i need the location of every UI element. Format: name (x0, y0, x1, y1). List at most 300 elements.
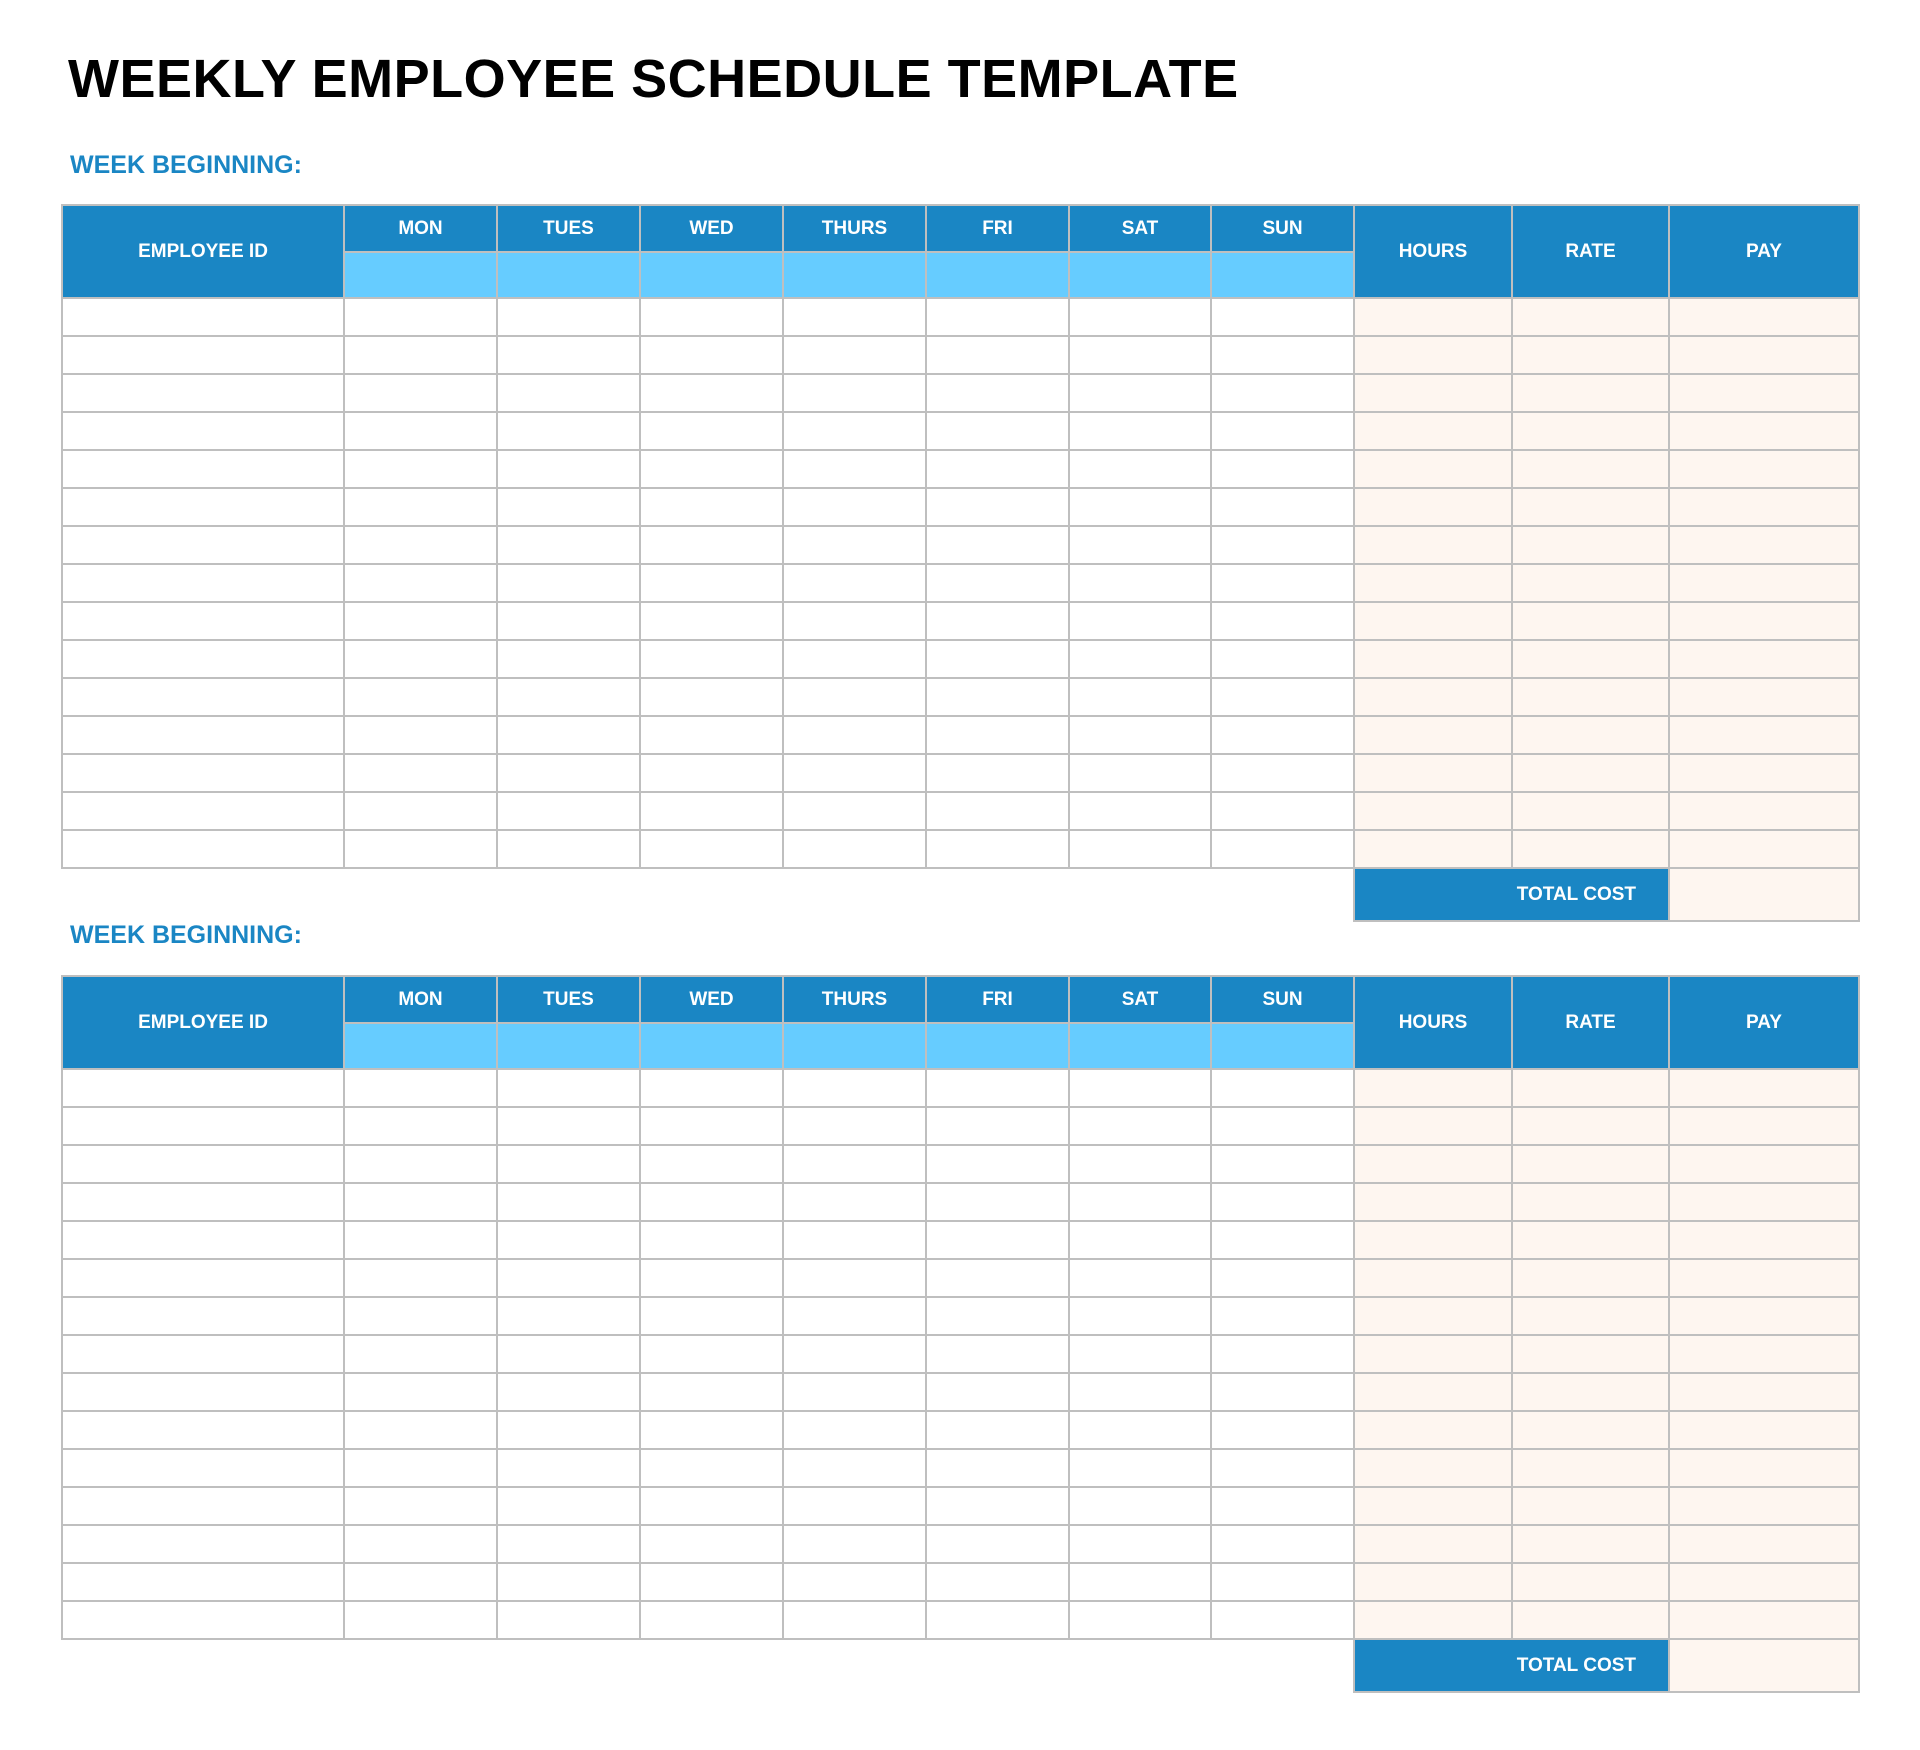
cell-employee-id[interactable] (62, 1069, 344, 1107)
cell-mon[interactable] (344, 1183, 497, 1221)
cell-mon[interactable] (344, 1259, 497, 1297)
cell-tues[interactable] (497, 716, 640, 754)
cell-thurs[interactable] (783, 792, 926, 830)
cell-employee-id[interactable] (62, 1411, 344, 1449)
cell-wed[interactable] (640, 830, 783, 868)
cell-sun[interactable] (1211, 1069, 1354, 1107)
cell-sat[interactable] (1069, 412, 1211, 450)
cell-mon[interactable] (344, 1449, 497, 1487)
cell-pay[interactable] (1669, 1525, 1859, 1563)
cell-tues[interactable] (497, 374, 640, 412)
cell-sat[interactable] (1069, 336, 1211, 374)
cell-pay[interactable] (1669, 488, 1859, 526)
cell-fri[interactable] (926, 1107, 1069, 1145)
cell-mon[interactable] (344, 1487, 497, 1525)
date-cell-fri[interactable] (926, 252, 1069, 298)
cell-hours[interactable] (1354, 1525, 1512, 1563)
cell-wed[interactable] (640, 1411, 783, 1449)
cell-sun[interactable] (1211, 298, 1354, 336)
cell-fri[interactable] (926, 298, 1069, 336)
cell-wed[interactable] (640, 336, 783, 374)
cell-thurs[interactable] (783, 1601, 926, 1639)
cell-pay[interactable] (1669, 1259, 1859, 1297)
cell-mon[interactable] (344, 1525, 497, 1563)
cell-sun[interactable] (1211, 374, 1354, 412)
cell-thurs[interactable] (783, 602, 926, 640)
cell-hours[interactable] (1354, 678, 1512, 716)
date-cell-tues[interactable] (497, 252, 640, 298)
cell-sat[interactable] (1069, 1183, 1211, 1221)
cell-mon[interactable] (344, 526, 497, 564)
cell-tues[interactable] (497, 526, 640, 564)
cell-thurs[interactable] (783, 1297, 926, 1335)
cell-tues[interactable] (497, 412, 640, 450)
cell-hours[interactable] (1354, 488, 1512, 526)
cell-tues[interactable] (497, 754, 640, 792)
cell-sat[interactable] (1069, 1221, 1211, 1259)
cell-sat[interactable] (1069, 640, 1211, 678)
cell-pay[interactable] (1669, 336, 1859, 374)
cell-sun[interactable] (1211, 1487, 1354, 1525)
cell-mon[interactable] (344, 640, 497, 678)
cell-fri[interactable] (926, 678, 1069, 716)
cell-sat[interactable] (1069, 1069, 1211, 1107)
cell-sat[interactable] (1069, 1335, 1211, 1373)
cell-rate[interactable] (1512, 640, 1669, 678)
cell-sun[interactable] (1211, 1259, 1354, 1297)
cell-fri[interactable] (926, 450, 1069, 488)
cell-thurs[interactable] (783, 640, 926, 678)
cell-pay[interactable] (1669, 1221, 1859, 1259)
cell-wed[interactable] (640, 1449, 783, 1487)
cell-wed[interactable] (640, 298, 783, 336)
cell-mon[interactable] (344, 1221, 497, 1259)
cell-thurs[interactable] (783, 1221, 926, 1259)
cell-employee-id[interactable] (62, 1449, 344, 1487)
cell-employee-id[interactable] (62, 1335, 344, 1373)
cell-wed[interactable] (640, 1601, 783, 1639)
cell-wed[interactable] (640, 1373, 783, 1411)
cell-mon[interactable] (344, 1107, 497, 1145)
cell-wed[interactable] (640, 526, 783, 564)
cell-fri[interactable] (926, 488, 1069, 526)
cell-mon[interactable] (344, 336, 497, 374)
cell-sun[interactable] (1211, 412, 1354, 450)
cell-sun[interactable] (1211, 450, 1354, 488)
cell-tues[interactable] (497, 1335, 640, 1373)
cell-pay[interactable] (1669, 640, 1859, 678)
cell-sat[interactable] (1069, 564, 1211, 602)
cell-rate[interactable] (1512, 1259, 1669, 1297)
cell-sat[interactable] (1069, 1107, 1211, 1145)
cell-fri[interactable] (926, 1069, 1069, 1107)
cell-rate[interactable] (1512, 1335, 1669, 1373)
cell-rate[interactable] (1512, 374, 1669, 412)
cell-fri[interactable] (926, 1411, 1069, 1449)
cell-tues[interactable] (497, 1145, 640, 1183)
cell-mon[interactable] (344, 792, 497, 830)
cell-pay[interactable] (1669, 716, 1859, 754)
cell-tues[interactable] (497, 1563, 640, 1601)
cell-sun[interactable] (1211, 1411, 1354, 1449)
cell-tues[interactable] (497, 488, 640, 526)
cell-thurs[interactable] (783, 678, 926, 716)
cell-sun[interactable] (1211, 1563, 1354, 1601)
cell-sat[interactable] (1069, 1373, 1211, 1411)
cell-sat[interactable] (1069, 374, 1211, 412)
cell-mon[interactable] (344, 1145, 497, 1183)
cell-wed[interactable] (640, 488, 783, 526)
cell-hours[interactable] (1354, 1449, 1512, 1487)
cell-sat[interactable] (1069, 1411, 1211, 1449)
cell-rate[interactable] (1512, 1525, 1669, 1563)
cell-thurs[interactable] (783, 526, 926, 564)
cell-tues[interactable] (497, 1601, 640, 1639)
cell-mon[interactable] (344, 1563, 497, 1601)
cell-rate[interactable] (1512, 1373, 1669, 1411)
cell-employee-id[interactable] (62, 792, 344, 830)
cell-thurs[interactable] (783, 716, 926, 754)
cell-hours[interactable] (1354, 716, 1512, 754)
cell-wed[interactable] (640, 1259, 783, 1297)
cell-thurs[interactable] (783, 1069, 926, 1107)
cell-thurs[interactable] (783, 1335, 926, 1373)
cell-rate[interactable] (1512, 1145, 1669, 1183)
cell-mon[interactable] (344, 450, 497, 488)
cell-rate[interactable] (1512, 412, 1669, 450)
cell-wed[interactable] (640, 754, 783, 792)
cell-sat[interactable] (1069, 1297, 1211, 1335)
cell-wed[interactable] (640, 716, 783, 754)
cell-rate[interactable] (1512, 716, 1669, 754)
cell-thurs[interactable] (783, 1259, 926, 1297)
cell-fri[interactable] (926, 1297, 1069, 1335)
cell-pay[interactable] (1669, 1411, 1859, 1449)
cell-sun[interactable] (1211, 526, 1354, 564)
cell-pay[interactable] (1669, 792, 1859, 830)
cell-pay[interactable] (1669, 450, 1859, 488)
cell-sun[interactable] (1211, 564, 1354, 602)
cell-hours[interactable] (1354, 1411, 1512, 1449)
cell-pay[interactable] (1669, 1487, 1859, 1525)
cell-sun[interactable] (1211, 1297, 1354, 1335)
cell-sat[interactable] (1069, 298, 1211, 336)
cell-employee-id[interactable] (62, 1259, 344, 1297)
cell-pay[interactable] (1669, 526, 1859, 564)
cell-rate[interactable] (1512, 1411, 1669, 1449)
cell-sat[interactable] (1069, 1525, 1211, 1563)
cell-employee-id[interactable] (62, 678, 344, 716)
cell-tues[interactable] (497, 830, 640, 868)
cell-rate[interactable] (1512, 792, 1669, 830)
cell-fri[interactable] (926, 1563, 1069, 1601)
cell-mon[interactable] (344, 1297, 497, 1335)
cell-employee-id[interactable] (62, 1601, 344, 1639)
cell-mon[interactable] (344, 678, 497, 716)
cell-pay[interactable] (1669, 1183, 1859, 1221)
cell-sun[interactable] (1211, 1601, 1354, 1639)
cell-thurs[interactable] (783, 1183, 926, 1221)
cell-thurs[interactable] (783, 1411, 926, 1449)
cell-pay[interactable] (1669, 1069, 1859, 1107)
cell-tues[interactable] (497, 564, 640, 602)
cell-sun[interactable] (1211, 678, 1354, 716)
date-cell-sun[interactable] (1211, 1023, 1354, 1069)
cell-fri[interactable] (926, 754, 1069, 792)
cell-sat[interactable] (1069, 1145, 1211, 1183)
cell-thurs[interactable] (783, 564, 926, 602)
cell-hours[interactable] (1354, 1145, 1512, 1183)
cell-wed[interactable] (640, 1487, 783, 1525)
cell-fri[interactable] (926, 1449, 1069, 1487)
cell-fri[interactable] (926, 640, 1069, 678)
cell-mon[interactable] (344, 1069, 497, 1107)
cell-sat[interactable] (1069, 792, 1211, 830)
cell-fri[interactable] (926, 716, 1069, 754)
cell-pay[interactable] (1669, 1335, 1859, 1373)
cell-rate[interactable] (1512, 336, 1669, 374)
cell-hours[interactable] (1354, 564, 1512, 602)
cell-sat[interactable] (1069, 526, 1211, 564)
cell-sun[interactable] (1211, 792, 1354, 830)
cell-rate[interactable] (1512, 678, 1669, 716)
cell-employee-id[interactable] (62, 412, 344, 450)
date-cell-wed[interactable] (640, 1023, 783, 1069)
cell-rate[interactable] (1512, 1601, 1669, 1639)
cell-wed[interactable] (640, 564, 783, 602)
cell-employee-id[interactable] (62, 336, 344, 374)
cell-tues[interactable] (497, 1487, 640, 1525)
cell-hours[interactable] (1354, 830, 1512, 868)
cell-mon[interactable] (344, 602, 497, 640)
cell-hours[interactable] (1354, 1069, 1512, 1107)
cell-sun[interactable] (1211, 754, 1354, 792)
cell-fri[interactable] (926, 1183, 1069, 1221)
date-cell-mon[interactable] (344, 252, 497, 298)
cell-wed[interactable] (640, 640, 783, 678)
cell-thurs[interactable] (783, 488, 926, 526)
date-cell-tues[interactable] (497, 1023, 640, 1069)
cell-sun[interactable] (1211, 1221, 1354, 1259)
cell-fri[interactable] (926, 1259, 1069, 1297)
cell-pay[interactable] (1669, 298, 1859, 336)
cell-employee-id[interactable] (62, 1487, 344, 1525)
cell-employee-id[interactable] (62, 450, 344, 488)
cell-thurs[interactable] (783, 1525, 926, 1563)
cell-wed[interactable] (640, 1183, 783, 1221)
cell-sat[interactable] (1069, 830, 1211, 868)
cell-fri[interactable] (926, 526, 1069, 564)
cell-wed[interactable] (640, 1069, 783, 1107)
cell-wed[interactable] (640, 374, 783, 412)
cell-thurs[interactable] (783, 336, 926, 374)
cell-pay[interactable] (1669, 564, 1859, 602)
cell-thurs[interactable] (783, 754, 926, 792)
cell-tues[interactable] (497, 640, 640, 678)
date-cell-sat[interactable] (1069, 1023, 1211, 1069)
cell-sun[interactable] (1211, 336, 1354, 374)
cell-hours[interactable] (1354, 298, 1512, 336)
cell-wed[interactable] (640, 1221, 783, 1259)
cell-employee-id[interactable] (62, 640, 344, 678)
cell-pay[interactable] (1669, 1601, 1859, 1639)
cell-thurs[interactable] (783, 1563, 926, 1601)
cell-mon[interactable] (344, 374, 497, 412)
date-cell-mon[interactable] (344, 1023, 497, 1069)
cell-fri[interactable] (926, 792, 1069, 830)
cell-wed[interactable] (640, 602, 783, 640)
cell-thurs[interactable] (783, 1487, 926, 1525)
cell-employee-id[interactable] (62, 374, 344, 412)
cell-employee-id[interactable] (62, 298, 344, 336)
cell-sun[interactable] (1211, 1183, 1354, 1221)
cell-sun[interactable] (1211, 488, 1354, 526)
cell-pay[interactable] (1669, 830, 1859, 868)
cell-sat[interactable] (1069, 1601, 1211, 1639)
cell-fri[interactable] (926, 1335, 1069, 1373)
cell-hours[interactable] (1354, 1563, 1512, 1601)
cell-hours[interactable] (1354, 1297, 1512, 1335)
cell-fri[interactable] (926, 1145, 1069, 1183)
date-cell-wed[interactable] (640, 252, 783, 298)
cell-tues[interactable] (497, 450, 640, 488)
cell-thurs[interactable] (783, 374, 926, 412)
cell-hours[interactable] (1354, 1601, 1512, 1639)
cell-sun[interactable] (1211, 1107, 1354, 1145)
cell-pay[interactable] (1669, 1373, 1859, 1411)
cell-mon[interactable] (344, 1373, 497, 1411)
date-cell-sun[interactable] (1211, 252, 1354, 298)
cell-sun[interactable] (1211, 716, 1354, 754)
cell-thurs[interactable] (783, 298, 926, 336)
cell-sat[interactable] (1069, 1449, 1211, 1487)
cell-employee-id[interactable] (62, 830, 344, 868)
cell-employee-id[interactable] (62, 602, 344, 640)
cell-wed[interactable] (640, 1335, 783, 1373)
cell-mon[interactable] (344, 1601, 497, 1639)
cell-rate[interactable] (1512, 564, 1669, 602)
cell-hours[interactable] (1354, 1221, 1512, 1259)
cell-fri[interactable] (926, 1221, 1069, 1259)
cell-employee-id[interactable] (62, 564, 344, 602)
cell-tues[interactable] (497, 1373, 640, 1411)
cell-hours[interactable] (1354, 450, 1512, 488)
cell-hours[interactable] (1354, 412, 1512, 450)
cell-sat[interactable] (1069, 1259, 1211, 1297)
cell-mon[interactable] (344, 488, 497, 526)
cell-mon[interactable] (344, 716, 497, 754)
total-cost-value[interactable] (1669, 868, 1859, 921)
cell-sat[interactable] (1069, 1487, 1211, 1525)
cell-hours[interactable] (1354, 526, 1512, 564)
cell-hours[interactable] (1354, 640, 1512, 678)
cell-sun[interactable] (1211, 602, 1354, 640)
cell-rate[interactable] (1512, 1183, 1669, 1221)
cell-wed[interactable] (640, 1107, 783, 1145)
cell-pay[interactable] (1669, 1449, 1859, 1487)
cell-fri[interactable] (926, 564, 1069, 602)
cell-hours[interactable] (1354, 1373, 1512, 1411)
cell-hours[interactable] (1354, 1259, 1512, 1297)
cell-mon[interactable] (344, 298, 497, 336)
cell-thurs[interactable] (783, 1373, 926, 1411)
cell-tues[interactable] (497, 1259, 640, 1297)
cell-rate[interactable] (1512, 602, 1669, 640)
cell-tues[interactable] (497, 1069, 640, 1107)
cell-employee-id[interactable] (62, 1107, 344, 1145)
cell-pay[interactable] (1669, 1107, 1859, 1145)
cell-mon[interactable] (344, 1335, 497, 1373)
cell-pay[interactable] (1669, 678, 1859, 716)
cell-pay[interactable] (1669, 1563, 1859, 1601)
cell-hours[interactable] (1354, 602, 1512, 640)
cell-mon[interactable] (344, 1411, 497, 1449)
cell-employee-id[interactable] (62, 1183, 344, 1221)
cell-wed[interactable] (640, 450, 783, 488)
cell-rate[interactable] (1512, 1107, 1669, 1145)
cell-employee-id[interactable] (62, 526, 344, 564)
cell-sun[interactable] (1211, 640, 1354, 678)
cell-tues[interactable] (497, 1525, 640, 1563)
cell-rate[interactable] (1512, 1069, 1669, 1107)
cell-rate[interactable] (1512, 1487, 1669, 1525)
cell-fri[interactable] (926, 1525, 1069, 1563)
cell-sun[interactable] (1211, 1373, 1354, 1411)
cell-tues[interactable] (497, 1107, 640, 1145)
cell-pay[interactable] (1669, 602, 1859, 640)
cell-fri[interactable] (926, 374, 1069, 412)
cell-employee-id[interactable] (62, 716, 344, 754)
cell-pay[interactable] (1669, 412, 1859, 450)
cell-wed[interactable] (640, 1525, 783, 1563)
date-cell-thurs[interactable] (783, 1023, 926, 1069)
cell-rate[interactable] (1512, 754, 1669, 792)
cell-tues[interactable] (497, 1183, 640, 1221)
cell-thurs[interactable] (783, 1449, 926, 1487)
cell-mon[interactable] (344, 754, 497, 792)
cell-tues[interactable] (497, 1411, 640, 1449)
cell-rate[interactable] (1512, 298, 1669, 336)
cell-tues[interactable] (497, 1221, 640, 1259)
cell-rate[interactable] (1512, 1563, 1669, 1601)
cell-employee-id[interactable] (62, 754, 344, 792)
cell-sat[interactable] (1069, 1563, 1211, 1601)
cell-sat[interactable] (1069, 678, 1211, 716)
cell-tues[interactable] (497, 336, 640, 374)
cell-sun[interactable] (1211, 1449, 1354, 1487)
cell-sat[interactable] (1069, 450, 1211, 488)
cell-fri[interactable] (926, 1601, 1069, 1639)
cell-pay[interactable] (1669, 1297, 1859, 1335)
cell-hours[interactable] (1354, 1107, 1512, 1145)
cell-rate[interactable] (1512, 830, 1669, 868)
date-cell-thurs[interactable] (783, 252, 926, 298)
cell-wed[interactable] (640, 412, 783, 450)
cell-hours[interactable] (1354, 336, 1512, 374)
cell-rate[interactable] (1512, 1297, 1669, 1335)
cell-employee-id[interactable] (62, 488, 344, 526)
cell-tues[interactable] (497, 602, 640, 640)
cell-hours[interactable] (1354, 1335, 1512, 1373)
cell-thurs[interactable] (783, 412, 926, 450)
cell-pay[interactable] (1669, 374, 1859, 412)
cell-sat[interactable] (1069, 716, 1211, 754)
cell-fri[interactable] (926, 412, 1069, 450)
cell-pay[interactable] (1669, 1145, 1859, 1183)
cell-sat[interactable] (1069, 754, 1211, 792)
cell-mon[interactable] (344, 564, 497, 602)
cell-thurs[interactable] (783, 1145, 926, 1183)
